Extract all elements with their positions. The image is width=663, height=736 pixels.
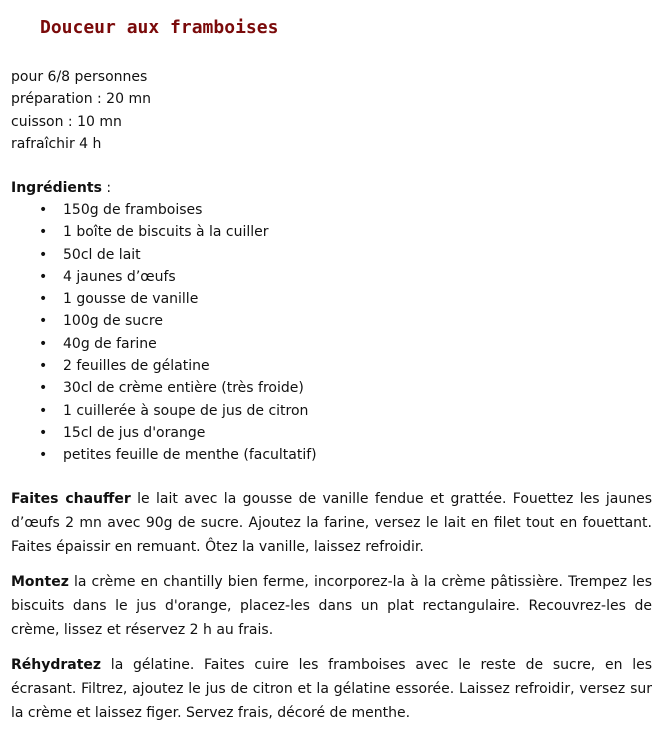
ingredient-text: 100g de sucre (63, 313, 163, 330)
instruction-paragraph (11, 487, 652, 559)
bullet-icon: • (39, 380, 48, 397)
ingredient-text: 15cl de jus d'orange (63, 424, 206, 441)
bullet-icon: • (39, 424, 48, 441)
cook-time-text: cuisson : 10 mn (11, 113, 122, 130)
list-item (0, 221, 317, 243)
ingredient-text: 40g de farine (63, 335, 157, 352)
instruction-text: le lait avec la gousse de vanille fendue et grattée. Fouettez les jaunes d’œufs 2 mn avec 90g de sucre. Ajoutez la farine, versez le lait en filet tout en fouettant. Faites épaissir en remuant. Ôtez la vanille, laissez refroidir. (11, 491, 653, 555)
bullet-icon: • (39, 402, 48, 419)
bullet-icon: • (39, 246, 48, 263)
chill-time-text: rafraîchir 4 h (11, 135, 102, 152)
ingredient-text: 4 jaunes d’œufs (63, 268, 176, 285)
ingredient-text: 1 boîte de biscuits à la cuiller (63, 224, 269, 241)
prep-time-text: préparation : 20 mn (11, 91, 151, 108)
bullet-icon: • (39, 224, 48, 241)
list-item (0, 266, 317, 288)
bullet-icon: • (39, 202, 48, 218)
instruction-text: la crème en chantilly bien ferme, incorporez-la à la crème pâtissière. Trempez les biscuits dans le jus d'orange, placez-les dans un plat rectangulaire. Recouvrez-les de crème, lissez et réservez 2 h au frais. (11, 574, 652, 638)
instruction-paragraph (11, 570, 652, 642)
servings-text: pour 6/8 personnes (11, 69, 148, 85)
ingredients-heading-label: Ingrédients (11, 180, 102, 196)
list-item (0, 422, 317, 444)
bullet-icon: • (39, 291, 48, 308)
recipe-title: Douceur aux framboises (40, 17, 279, 38)
bullet-icon: • (39, 447, 48, 464)
ingredient-text: 2 feuilles de gélatine (63, 358, 210, 375)
ingredient-text: petites feuille de menthe (facultatif) (63, 447, 317, 464)
instruction-lead: Réhydratez (11, 657, 102, 673)
bullet-icon: • (39, 358, 48, 375)
bullet-icon: • (39, 268, 48, 285)
instruction-paragraph (11, 653, 652, 725)
list-item (0, 444, 317, 466)
ingredient-text: 50cl de lait (63, 246, 141, 263)
ingredient-text: 1 gousse de vanille (63, 291, 199, 308)
list-item (0, 355, 317, 377)
list-item (0, 288, 317, 310)
ingredient-text: 150g de framboises (63, 202, 203, 218)
list-item (0, 333, 317, 355)
instructions (11, 487, 652, 736)
ingredient-text: 1 cuillerée à soupe de jus de citron (63, 402, 309, 419)
instruction-text: la gélatine. Faites cuire les framboises avec le reste de sucre, en les écrasant. Filtrez, ajoutez le jus de citron et la gélatine essorée. Laissez refroidir, versez sur la crème et laissez figer. Servez frais, décoré de menthe. (11, 657, 652, 721)
list-item (0, 310, 317, 332)
ingredients-heading-colon: : (101, 180, 112, 196)
bullet-icon: • (39, 313, 48, 330)
ingredients-list (0, 199, 317, 467)
ingredient-text: 30cl de crème entière (très froide) (63, 380, 304, 397)
list-item (0, 400, 317, 422)
list-item (0, 244, 317, 266)
list-item (0, 199, 317, 221)
recipe-meta (11, 66, 151, 155)
ingredients-heading (11, 177, 111, 199)
list-item (0, 377, 317, 399)
instruction-lead: Montez (11, 574, 69, 590)
bullet-icon: • (39, 335, 48, 352)
instruction-lead: Faites chauffer (11, 491, 131, 507)
